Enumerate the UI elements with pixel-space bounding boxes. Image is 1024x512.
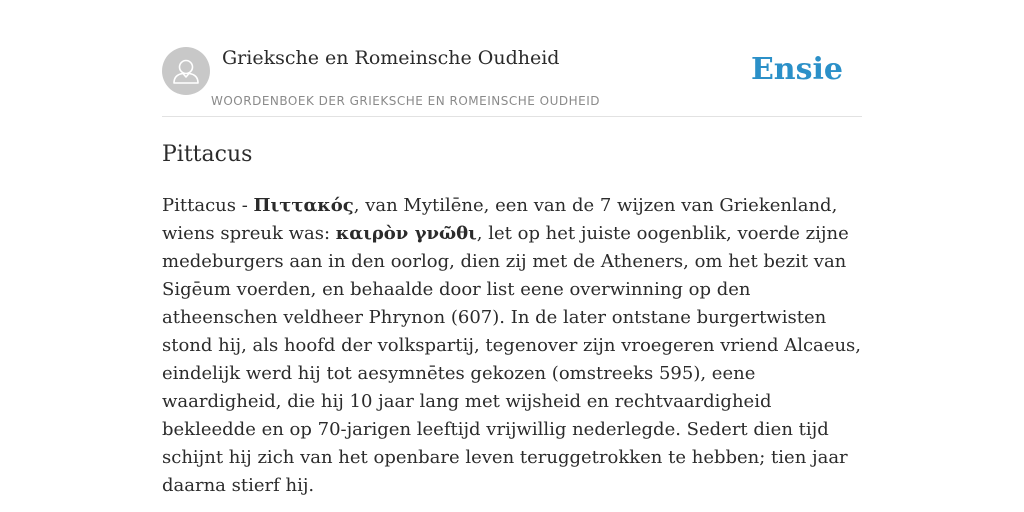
user-silhouette-icon <box>162 47 210 95</box>
definition-greek-name: Πιττακός <box>253 195 354 216</box>
definition-text-part1: , van Mytilēne, een van de 7 wijzen van Griekenland, wiens spreuk was: <box>162 195 838 244</box>
source-subtitle: WOORDENBOEK DER GRIEKSCHE EN ROMEINSCHE OUDHEID <box>211 94 601 108</box>
definition-text-part2: , let op het juiste oogenblik, voerde zijne medeburgers aan in den oorlog, dien zij met de Atheners, om het bezit van Sigēum voerden, en behaalde door list eene overwinning op den atheenschen veldheer Phrynon (607). In de later ontstane burgertwisten stond hij, als hoofd der volkspartij, tegenover zijn vroegeren vriend Alcaeus, eindelijk werd hij tot aesymnētes gekozen (omstreeks 595), eene waardigheid, die hij 10 jaar lang met wijsheid en rechtvaardigheid bekleedde en op 70-jarigen leeftijd vrijwillig nederlegde. Sedert dien tijd schijnt hij zich van het openbare leven teruggetrokken te hebben; tien jaar daarna stierf hij. <box>162 223 861 496</box>
brand-logo[interactable]: Ensie <box>750 52 843 87</box>
definition-motto: καιρὸν γνῶθι <box>335 223 477 244</box>
avatar[interactable] <box>162 47 210 95</box>
definition-dash: - <box>235 195 254 216</box>
header <box>162 46 862 117</box>
entry-title: Pittacus <box>162 142 253 167</box>
definition-term: Pittacus <box>162 195 236 216</box>
source-title[interactable]: Grieksche en Romeinsche Oudheid <box>222 47 560 69</box>
entry-definition <box>162 192 862 500</box>
